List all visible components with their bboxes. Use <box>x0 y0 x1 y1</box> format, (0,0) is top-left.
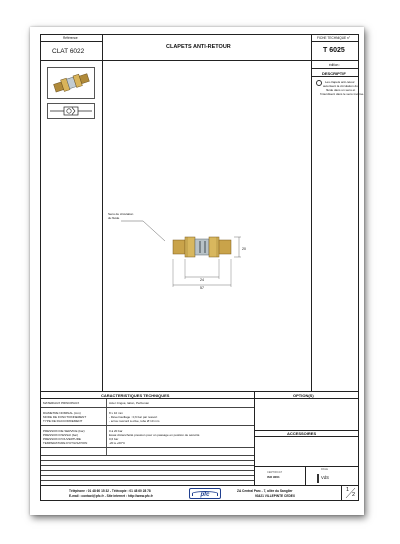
accessories-title: ACCESSOIRES <box>287 430 317 436</box>
left-nut <box>173 240 185 254</box>
spec-label: MATERIAUX PRINCIPAUX <box>43 401 80 405</box>
sheet-number: T 6025 <box>323 47 345 54</box>
footer-phone: Téléphone : 01 48 60 15 32 - Télécopie : 01 48 60 28 78 <box>69 489 151 493</box>
page-number: 1 <box>346 487 350 493</box>
spec-value: 0 à 20 bar <box>109 429 123 433</box>
sheet-label: FICHE TECHNIQUE n° <box>317 36 351 40</box>
footer <box>41 485 358 500</box>
vds-logo-top: PAGE <box>321 468 329 471</box>
options-title: OPTION(S) <box>293 392 314 398</box>
spec-label: DIAMETRE NOMINAL (mm) <box>43 411 81 415</box>
product-photo <box>47 67 95 99</box>
spec-value: 0,6 bar <box>109 437 119 441</box>
page-counter <box>341 486 358 500</box>
spec-value: -20 à +60°C <box>109 441 126 445</box>
reference-cell <box>41 35 103 60</box>
technical-sheet-frame <box>40 34 365 501</box>
page-title: CLAPETS ANTI-RETOUR <box>166 44 231 50</box>
specs-block <box>41 391 358 485</box>
pfc-logo-text: pfc <box>200 491 210 498</box>
valve-photo-icon <box>48 68 94 98</box>
spec-label: MODE DE FONCTIONNEMENT <box>43 415 87 419</box>
spec-value: - écrou raccord à olive, tube Ø 10 mm <box>109 419 160 423</box>
reference-value: CLAT 6022 <box>52 48 85 55</box>
spec-value: - Déverrouillage : 0,6 bar par ressort <box>109 415 158 419</box>
dimension-height: 20 <box>242 247 246 251</box>
certification-line2: ISO 9001 <box>267 475 280 479</box>
spec-value: 8 x 10 mm <box>109 411 124 415</box>
certification-area <box>255 466 358 485</box>
descriptif-label: DESCRIPTIF <box>322 71 346 76</box>
edition-label: édition : <box>329 63 341 67</box>
vds-logo: VdS <box>321 475 329 480</box>
spec-label: PRESSION D'OUVERTURE <box>43 437 81 441</box>
reference-label: Référence <box>63 36 78 40</box>
valve-drawing-svg <box>103 61 311 391</box>
header-band <box>41 35 358 61</box>
info-icon <box>316 80 322 86</box>
sheet-number-cell <box>311 35 358 60</box>
specs-title: CARACTERISTIQUES TECHNIQUES <box>101 392 170 398</box>
check-valve-symbol-icon <box>48 104 94 118</box>
right-nut <box>219 240 231 254</box>
specs-table <box>41 392 255 485</box>
technical-drawing: Sens de circulation du fluide 20 24 57 <box>103 61 311 391</box>
spec-label: PRESSION D'ESSAI (bar) <box>43 433 79 437</box>
spec-label: PRESSION DE SERVICE (bar) <box>43 429 85 433</box>
flow-label: Sens de circulation <box>108 212 134 216</box>
spec-value: Essai d'étanchéité pression pour un passage en position de sécurité <box>109 433 200 437</box>
footer-address-2: 93421 VILLEPINTE CEDEX <box>255 494 296 498</box>
dimension-length: 57 <box>200 286 204 290</box>
footer-web: E-mail : contact@pfc.fr - Site internet : http://www.pfc.fr <box>69 494 153 498</box>
page-total: 2 <box>352 492 356 498</box>
valve-center-body <box>195 239 209 255</box>
document-sheet <box>30 27 364 515</box>
right-column: édition : DESCRIPTIF Les clapets anti-retour autorisent la circulation du fluide dans un sens et l'interdisent dans le sens inverse. <box>311 61 358 391</box>
spec-value: Acier zingué, laiton, Perbunan <box>109 401 150 405</box>
vds-logo-mark <box>317 474 319 483</box>
dimension-width: 24 <box>200 278 204 282</box>
spec-label: TEMPERATURE D'UTILISATION <box>43 441 88 445</box>
certification-line1: CERTIFICAT <box>267 471 283 474</box>
pfc-logo <box>189 488 221 499</box>
options-column <box>255 392 358 485</box>
spec-label: TYPE DE RACCORDEMENT <box>43 419 83 423</box>
valve-symbol <box>47 103 95 119</box>
footer-address-1: ZA Central Parc - 7, allée du Sanglier <box>237 489 293 493</box>
left-column <box>41 61 103 391</box>
